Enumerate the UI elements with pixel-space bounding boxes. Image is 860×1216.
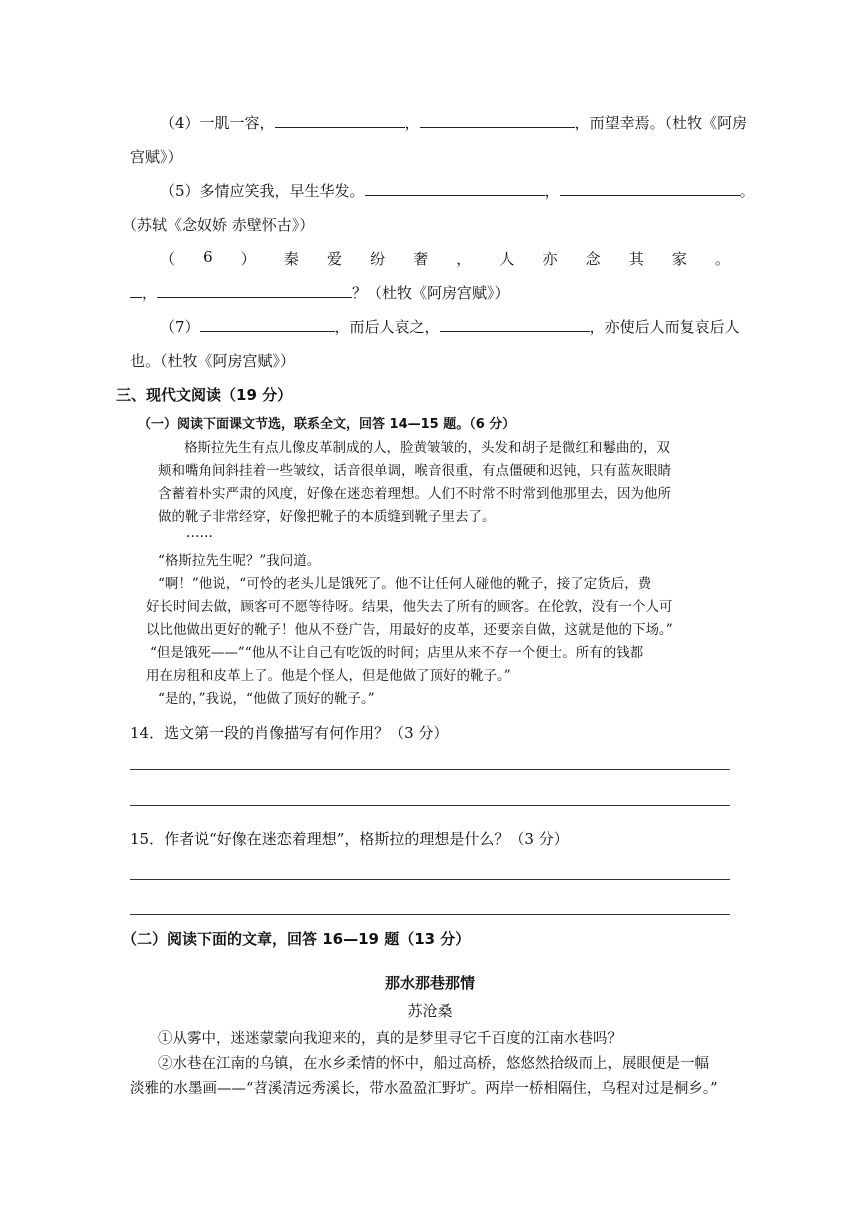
question-14: 14．选文第一段的肖像描写有何作用？（3 分） <box>130 724 449 742</box>
q7-text1: ，而后人哀之， <box>334 318 440 336</box>
passage1-line: 好长时间去做，顾客可不愿等待呀。结果，他失去了所有的顾客。在伦敦，没有一个人可 <box>146 599 673 615</box>
q6-sep: ， <box>142 284 158 302</box>
q6-source: ？（杜牧《阿房宫赋》） <box>352 284 510 302</box>
q4-line1 <box>160 112 747 133</box>
q6-char: 。 <box>714 250 730 268</box>
q7-number: （7） <box>160 318 200 336</box>
answer-line-14a[interactable] <box>130 769 730 770</box>
passage1-line: “啊！”他说，“可怜的老头儿是饿死了。他不让任何人碰他的靴子，接了定货后，费 <box>158 576 652 592</box>
article-paragraph: ②水巷在江南的乌镇，在水乡柔情的怀中，船过高桥，悠悠然拾级而上，展眼便是一幅 <box>158 1056 709 1072</box>
q6-blank2[interactable] <box>157 283 352 298</box>
article-author: 苏沧桑 <box>407 1002 453 1020</box>
passage1-line: 颊和嘴角间斜挂着一些皱纹，话音很单调，喉音很重，有点僵硬和迟钝，只有蓝灰眼睛 <box>158 463 671 479</box>
passage1-line: 以比他做出更好的靴子！他从不登广告，用最好的皮革，还要亲自做，这就是他的下场。” <box>146 622 673 638</box>
q4-text2: ，而望幸焉。（杜牧《阿房 <box>574 114 748 132</box>
passage1-line: “是的，”我说，“他做了顶好的靴子。” <box>158 691 375 707</box>
q7-blank1[interactable] <box>200 317 335 332</box>
answer-line-15b[interactable] <box>130 914 730 915</box>
question-15: 15．作者说“好像在迷恋着理想”，格斯拉的理想是什么？（3 分） <box>130 830 569 848</box>
q6-char: 纷 <box>370 250 386 268</box>
article-paragraph: 淡雅的水墨画——“苕溪清远秀溪长，带水盈盈汇野圹。两岸一桥相隔住，乌程对过是桐乡。” <box>130 1081 718 1097</box>
part1-heading: （一）阅读下面课文节选，联系全文，回答 14—15 题。（6 分） <box>138 417 516 432</box>
q5-text1: 多情应笑我，早生华发。 <box>199 182 365 200</box>
q5-blank2[interactable] <box>560 181 740 196</box>
q6-blank1[interactable] <box>130 283 142 298</box>
q6-char: （ <box>160 250 176 268</box>
section3-title: 三、现代文阅读（19 分） <box>116 386 293 404</box>
q5-line2: （苏轼《念奴娇 赤壁怀古》） <box>122 216 315 234</box>
q6-line2 <box>130 282 510 303</box>
part2-heading: （二）阅读下面的文章，回答 16—19 题（13 分） <box>122 930 471 948</box>
passage1-line: 含蓄着朴实严肃的风度，好像在迷恋着理想。人们不时常不时常到他那里去，因为他所 <box>158 486 671 502</box>
q6-char: ） <box>240 250 256 268</box>
q5-number: （5） <box>160 182 200 200</box>
passage1-line: 用在房租和皮革上了。他是个怪人，但是他做了顶好的靴子。” <box>146 668 511 684</box>
q7-text2: ，亦使后人而复哀后人 <box>589 318 740 336</box>
q7-blank2[interactable] <box>440 317 590 332</box>
q7-line2: 也。（杜牧《阿房宫赋》） <box>130 352 296 370</box>
passage1-ellipsis: …… <box>186 525 213 541</box>
q6-char: 念 <box>585 250 601 268</box>
q6-char: 秦 <box>283 250 299 268</box>
q6-char: 爱 <box>326 250 342 268</box>
q4-line2: 宫赋》） <box>130 148 183 166</box>
q6-char: ， <box>456 250 472 268</box>
q5-end: 。 <box>739 182 755 200</box>
q6-char: 家 <box>671 250 687 268</box>
passage1-line: “但是饿死——”“他从不让自己有吃饭的时间；店里从来不存一个便士。所有的钱都 <box>150 645 644 661</box>
answer-line-14b[interactable] <box>130 805 730 806</box>
article-title: 那水那巷那情 <box>384 974 475 992</box>
q6-char: 人 <box>499 250 515 268</box>
q6-line1 <box>160 248 730 269</box>
article-paragraph: ①从雾中，迷迷蒙蒙向我迎来的，真的是梦里寻它千百度的江南水巷吗？ <box>158 1031 622 1047</box>
q6-char: 亦 <box>542 250 558 268</box>
passage1-line: “格斯拉先生呢？”我问道。 <box>158 553 321 569</box>
q4-blank2[interactable] <box>420 113 575 128</box>
q5-sep: ， <box>544 182 560 200</box>
q7-line1 <box>160 316 740 337</box>
answer-line-15a[interactable] <box>130 879 730 880</box>
q6-char: 其 <box>628 250 644 268</box>
q4-sep: ， <box>404 114 420 132</box>
q4-blank1[interactable] <box>275 113 405 128</box>
q6-char: 6 <box>203 248 213 266</box>
passage1-line: 格斯拉先生有点儿像皮革制成的人，脸黄皱皱的，头发和胡子是微红和鬈曲的，双 <box>184 440 670 456</box>
q4-number: （4） <box>160 114 200 132</box>
q6-char: 奢 <box>413 250 429 268</box>
q5-blank1[interactable] <box>365 181 545 196</box>
passage1-line: 做的靴子非常经穿，好像把靴子的本质缝到靴子里去了。 <box>158 509 496 525</box>
q4-text1: 一肌一容， <box>199 114 275 132</box>
q5-line1 <box>160 180 755 201</box>
